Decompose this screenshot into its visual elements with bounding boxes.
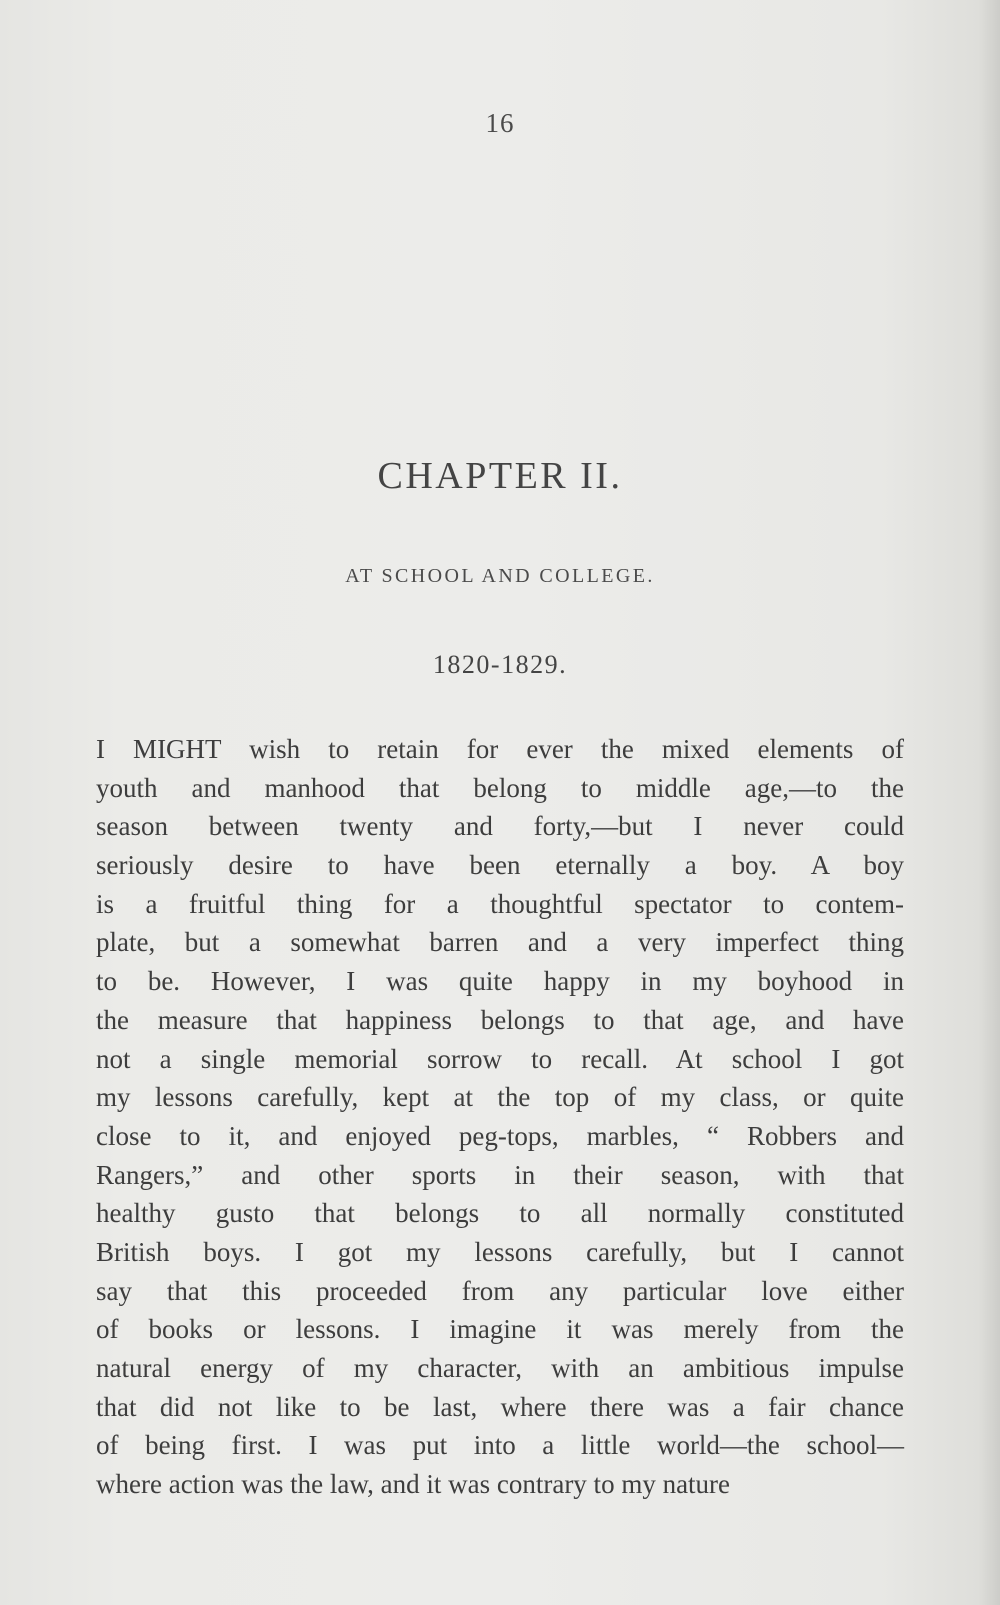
text-line: say that this proceeded from any particular love either (96, 1275, 904, 1306)
text-line: the measure that happiness belongs to that age, and have (96, 1004, 904, 1035)
text-line: is a fruitful thing for a thoughtful spectator to contem- (96, 888, 904, 919)
text-line: of books or lessons. I imagine it was merely from the (96, 1314, 904, 1345)
text-line: seriously desire to have been eternally a boy. A boy (96, 850, 904, 881)
page-number: 16 (485, 108, 515, 138)
page-edge-shadow (978, 0, 1000, 1605)
text-line: my lessons carefully, kept at the top of my class, or quite (96, 1082, 904, 1113)
text-line: of being first. I was put into a little world—the school— (96, 1430, 904, 1461)
text-line: season between twenty and forty,—but I never could (96, 811, 904, 842)
text-line: where action was the law, and it was contrary to my nature (96, 1469, 731, 1500)
text-line: plate, but a somewhat barren and a very imperfect thing (96, 927, 904, 958)
text-line: youth and manhood that belong to middle age,—to the (96, 772, 904, 803)
chapter-subtitle: AT SCHOOL AND COLLEGE. (345, 565, 655, 587)
chapter-years: 1820-1829. (432, 650, 568, 679)
body-text (96, 730, 904, 1504)
text-line: not a single memorial sorrow to recall. At school I got (96, 1043, 904, 1074)
text-line: healthy gusto that belongs to all normally constituted (96, 1198, 904, 1229)
chapter-title: CHAPTER II. (377, 455, 623, 497)
text-line: that did not like to be last, where there was a fair chance (96, 1391, 904, 1422)
text-line: close to it, and enjoyed peg-tops, marbles, “ Robbers and (96, 1120, 904, 1151)
text-line: Rangers,” and other sports in their season, with that (96, 1159, 904, 1190)
text-line: British boys. I got my lessons carefully, but I cannot (96, 1236, 904, 1267)
text-line: natural energy of my character, with an ambitious impulse (96, 1353, 904, 1383)
text-line: to be. However, I was quite happy in my boyhood in (96, 966, 904, 997)
text-line: I MIGHT wish to retain for ever the mixed elements of (96, 734, 904, 764)
